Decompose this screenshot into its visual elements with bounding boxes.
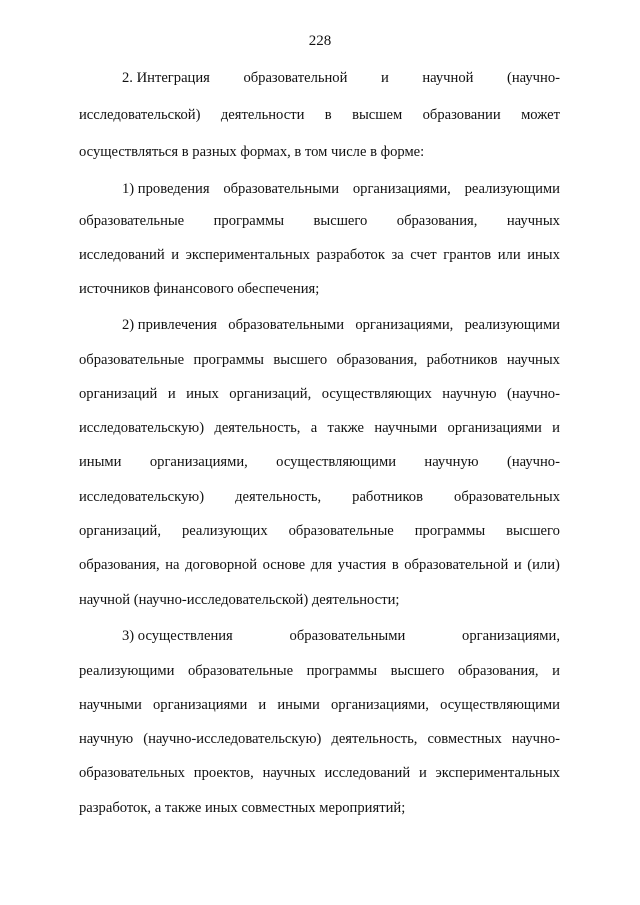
word: высшего (273, 352, 328, 368)
word: высшего (506, 523, 560, 539)
word: иных (527, 247, 560, 263)
word: или (497, 247, 521, 263)
text-line (79, 246, 560, 264)
word: организациями, (149, 454, 248, 470)
word: исследований (79, 247, 165, 263)
word: образовательных (79, 765, 185, 781)
word: (или) (527, 557, 560, 573)
word: участия (337, 557, 387, 573)
word: и (258, 697, 267, 713)
word: образовательной (404, 557, 509, 573)
word: программы (306, 663, 378, 679)
word: в (391, 557, 399, 573)
word: деятельности (220, 107, 305, 123)
word: разработок (316, 247, 385, 263)
word: программы (193, 352, 264, 368)
text-line: научной (научно-исследовательской) деятельности; (79, 592, 400, 608)
word: 2) привлечения (122, 317, 217, 333)
word: исследований (324, 765, 411, 781)
text-line: источников финансового обеспечения; (79, 281, 320, 297)
word: и (513, 557, 522, 573)
text-line (79, 453, 560, 471)
word: организациями, (355, 317, 454, 333)
word: научную (424, 454, 479, 470)
text-line (79, 662, 560, 680)
word: 1) проведения (122, 181, 210, 197)
word: и (552, 663, 560, 679)
word: организациями (152, 697, 248, 713)
word: научно- (511, 731, 560, 747)
word: основе (262, 557, 306, 573)
word: научную (442, 386, 497, 402)
word: образовательной (243, 70, 348, 86)
word: в (324, 107, 332, 123)
word: научных (506, 213, 560, 229)
word: для (310, 557, 333, 573)
word: грантов (443, 247, 492, 263)
word: образовательные (288, 523, 394, 539)
word: работников (352, 489, 423, 505)
word: 3) осуществления (122, 628, 233, 644)
text-line (122, 627, 560, 645)
word: организациями, (352, 181, 451, 197)
word: счет (410, 247, 437, 263)
word: может (521, 107, 560, 123)
word: программы (414, 523, 486, 539)
word: научными (374, 420, 438, 436)
word: образовательные (79, 352, 185, 368)
word: организациями (447, 420, 542, 436)
word: (научно-исследовательскую) (143, 731, 322, 747)
text-line (79, 730, 560, 748)
word: исследовательскую) (79, 489, 205, 505)
word: проектов, (193, 765, 254, 781)
word: образовательные (187, 663, 294, 679)
word: организаций (79, 386, 158, 402)
word: и (552, 420, 560, 436)
word: организациями, (462, 628, 560, 644)
text-line (79, 351, 560, 369)
word: экспериментальных (435, 765, 560, 781)
text-line: осуществляться в разных формах, в том числе в форме: (79, 144, 425, 160)
word: реализующих (181, 523, 268, 539)
word: совместных (427, 731, 502, 747)
text-line (79, 522, 560, 540)
word: (научно- (506, 454, 560, 470)
word: программы (213, 213, 285, 229)
word: иными (277, 697, 320, 713)
word: организациями, (331, 697, 429, 713)
text-line (79, 696, 560, 714)
word: экспериментальных (185, 247, 310, 263)
page-number: 228 (308, 33, 332, 49)
word: организаций, (79, 523, 161, 539)
word: организаций, (229, 386, 312, 402)
word: образовательными (228, 317, 345, 333)
text-line (122, 180, 560, 198)
word: а (310, 420, 318, 436)
word: также (327, 420, 365, 436)
word: за (391, 247, 404, 263)
word: иных (186, 386, 219, 402)
word: образовании (422, 107, 501, 123)
word: осуществляющими (276, 454, 397, 470)
text-line (122, 316, 560, 334)
word: научную (79, 731, 134, 747)
text-line (79, 488, 560, 506)
word: работников (426, 352, 498, 368)
text-line: разработок, а также иных совместных мероприятий; (79, 800, 406, 816)
word: деятельность, (214, 420, 301, 436)
word: образовательные (79, 213, 185, 229)
text-line (79, 556, 560, 574)
word: (научно- (506, 386, 560, 402)
word: и (171, 247, 180, 263)
word: и (418, 765, 427, 781)
word: реализующими (79, 663, 175, 679)
text-line (79, 385, 560, 403)
word: образовательными (223, 181, 340, 197)
word: и (167, 386, 176, 402)
word: иными (79, 454, 122, 470)
word: деятельность, (331, 731, 418, 747)
word: 2. Интеграция (122, 70, 210, 86)
text-line (79, 212, 560, 230)
word: высшего (313, 213, 368, 229)
word: научными (79, 697, 142, 713)
word: деятельность, (235, 489, 322, 505)
word: образовательных (454, 489, 560, 505)
word: исследовательской) (79, 107, 201, 123)
word: реализующими (464, 317, 560, 333)
word: исследовательскую) (79, 420, 205, 436)
word: и (380, 70, 389, 86)
word: образования, (457, 663, 539, 679)
word: договорной (185, 557, 258, 573)
word: осуществляющими (440, 697, 560, 713)
text-line (79, 764, 560, 782)
word: на (165, 557, 180, 573)
word: научных (262, 765, 316, 781)
word: осуществляющих (321, 386, 432, 402)
word: реализующими (464, 181, 560, 197)
word: образования, (336, 352, 418, 368)
text-line (79, 106, 560, 124)
word: (научно- (506, 70, 560, 86)
word: научной (422, 70, 474, 86)
word: образовательными (289, 628, 406, 644)
text-line (122, 69, 560, 87)
word: образования, (396, 213, 478, 229)
word: высшего (390, 663, 445, 679)
word: высшем (352, 107, 403, 123)
word: образования, (79, 557, 160, 573)
text-line (79, 419, 560, 437)
word: научных (506, 352, 560, 368)
